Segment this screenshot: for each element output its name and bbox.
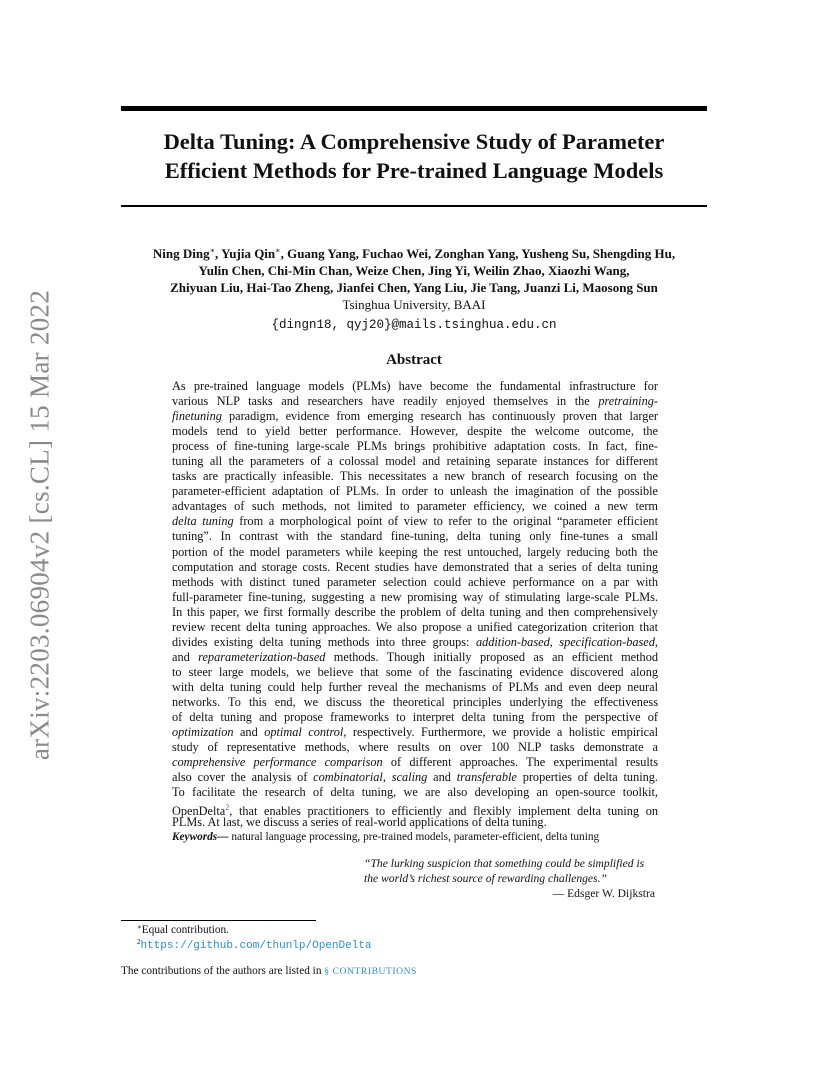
- abstract-line: full-parameter fine-tuning, suggesting a new promising way of stimulating large-scale PLMs.: [172, 589, 658, 604]
- abstract-line: OpenDelta$^2$, that enables practitioners to efficiently and flexibly implement delta tuning on: [172, 803, 658, 819]
- author-line-3: Zhiyuan Liu, Hai-Tao Zheng, Jianfei Chen, Yang Liu, Jie Tang, Juanzi Li, Maosong Sun: [170, 280, 658, 295]
- abstract-line: portion of the model parameters while keeping the rest untouched, largely reducing both the: [172, 544, 658, 559]
- abstract-line: optimization and optimal control, respectively. Furthermore, we provide a holistic empirical: [172, 725, 658, 740]
- keywords-text: natural language processing, pre-trained models, parameter-efficient, delta tuning: [228, 831, 600, 843]
- quote-line-2: the world’s richest source of rewarding challenges.”: [364, 872, 607, 885]
- author-line-2: Yulin Chen, Chi-Min Chan, Weize Chen, Jing Yi, Weilin Zhao, Xiaozhi Wang,: [198, 263, 630, 278]
- author-email: {dingn18, qyj20}@mails.tsinghua.edu.cn: [271, 318, 557, 332]
- keywords-label: Keywords—: [172, 831, 229, 843]
- contributions-link[interactable]: § CONTRIBUTIONS: [324, 967, 417, 977]
- abstract-line: with delta tuning could help further reveal the mechanisms of PLMs and even deep neural: [172, 679, 658, 694]
- abstract-line: various NLP tasks and researchers have readily enjoyed themselves in the pretraining-: [172, 394, 658, 409]
- abstract-line: study of representative methods, where results on over 100 NLP tasks demonstrate a: [172, 740, 658, 755]
- title-bottom-rule: [121, 205, 707, 207]
- abstract-line: networks. To this end, we discuss the theoretical principles underlying the effectiveness: [172, 694, 658, 709]
- epigraph-quote: [364, 856, 655, 886]
- quote-line-1: “The lurking suspicion that something could be simplified is: [364, 857, 645, 870]
- abstract-line: parameter-efficient adaptation of PLMs. In order to unleash the imagination of the possible: [172, 484, 658, 499]
- opendelta-url-link[interactable]: https://github.com/thunlp/OpenDelta: [140, 940, 372, 952]
- footnote-link-2[interactable]: 2: [225, 803, 230, 813]
- abstract-line: divides existing delta tuning methods into three groups: addition-based, specification-based,: [172, 634, 658, 649]
- abstract-line: finetuning paradigm, evidence from emerging research has continuously proven that larger: [172, 409, 658, 424]
- abstract-line: review recent delta tuning approaches. We also propose a unified categorization criterion that: [172, 619, 658, 634]
- abstract-line: advantages of such methods, not limited to parameter efficiency, we coined a new term: [172, 499, 658, 514]
- quote-author: — Edsger W. Dijkstra: [552, 887, 655, 900]
- abstract-line: tasks are practically infeasible. This necessitates a new branch of research focusing on the: [172, 469, 658, 484]
- abstract-line: As pre-trained language models (PLMs) have become the fundamental infrastructure for: [172, 379, 658, 393]
- abstract-body: [172, 379, 658, 830]
- author-list: [121, 242, 707, 296]
- abstract-line: In this paper, we first formally describe the problem of delta tuning and then comprehensively: [172, 604, 658, 619]
- abstract-line: comprehensive performance comparison of different approaches. The experimental results: [172, 755, 658, 770]
- author-line-1: Ning Ding∗, Yujia Qin∗, Guang Yang, Fuchao Wei, Zonghan Yang, Yusheng Su, Shengding Hu,: [152, 246, 676, 261]
- abstract-line: tuning”. In contrast with the standard fine-tuning, delta tuning only fine-tunes a small: [172, 529, 658, 544]
- paper-title: [121, 127, 707, 185]
- contributions-note: The contributions of the authors are listed in § CONTRIBUTIONS: [121, 965, 417, 977]
- abstract-line: process of fine-tuning large-scale PLMs brings prohibitive adaptation costs. In fact, fine-: [172, 439, 658, 454]
- abstract-line: delta tuning from a morphological point of view to refer to the original “parameter efficient: [172, 514, 658, 529]
- abstract-line: To facilitate the research of delta tuning, we are also developing an open-source toolkit,: [172, 785, 658, 800]
- footnote-2: $^2$https://github.com/thunlp/OpenDelta: [137, 938, 372, 952]
- title-line-1: Delta Tuning: A Comprehensive Study of Parameter: [163, 129, 665, 154]
- title-top-rule: [121, 106, 707, 111]
- footnote-1: ∗Equal contribution.: [137, 923, 229, 936]
- abstract-heading: Abstract: [386, 352, 442, 368]
- title-line-2: Efficient Methods for Pre-trained Language Models: [164, 158, 664, 183]
- affiliation: Tsinghua University, BAAI: [342, 297, 486, 312]
- abstract-line: of delta tuning and propose frameworks to interpret delta tuning from the perspective of: [172, 710, 658, 725]
- abstract-line: computation and storage costs. Recent studies have demonstrated that a series of delta tuning: [172, 559, 658, 574]
- abstract-line: to steer large models, we believe that some of the fascinating evidence discovered along: [172, 664, 658, 679]
- abstract-line: also cover the analysis of combinatorial, scaling and transferable properties of delta tuning.: [172, 770, 659, 785]
- abstract-line: models tend to yield better performance. However, despite the welcome outcome, the: [172, 424, 658, 439]
- footnote-rule: [121, 920, 316, 921]
- abstract-line: methods with distinct tuned parameter selection could achieve performance on a par with: [172, 574, 658, 589]
- abstract-line: and reparameterization-based methods. Though initially proposed as an efficient method: [172, 649, 658, 664]
- abstract-line: tuning all the parameters of a colossal model and retaining separate instances for different: [172, 454, 658, 469]
- keywords: [172, 831, 658, 843]
- abstract-line: PLMs. At last, we discuss a series of real-world applications of delta tuning.: [172, 815, 547, 830]
